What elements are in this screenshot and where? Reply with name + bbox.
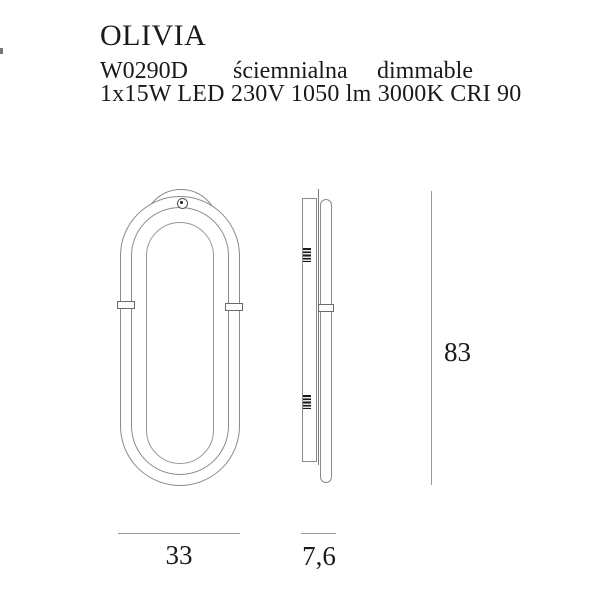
technical-specs: 1x15W LED 230V 1050 lm 3000K CRI 90 — [100, 81, 522, 107]
page-edge-artifact — [0, 48, 3, 54]
wall-plate-profile — [302, 198, 317, 462]
tube-side-profile — [320, 199, 332, 483]
depth-dimension-line — [301, 533, 336, 534]
height-dimension-value: 83 — [444, 337, 471, 367]
depth-dimension-value: 7,6 — [302, 541, 336, 571]
screw-icon — [177, 198, 188, 209]
mounting-clip-upper — [303, 248, 311, 262]
screw-center-dot — [180, 201, 183, 204]
product-code: W0290D — [100, 58, 188, 84]
product-title: OLIVIA — [100, 19, 207, 52]
ring-innermost-outline — [146, 222, 214, 464]
tube-connector-left — [117, 301, 135, 309]
mounting-clip-lower — [303, 395, 311, 409]
height-dimension-line — [431, 191, 432, 485]
dimmable-label-pl: ściemnialna — [233, 58, 348, 84]
dimmable-label-en: dimmable — [377, 58, 473, 84]
width-dimension-value: 33 — [165, 540, 193, 570]
width-dimension-line — [118, 533, 240, 534]
tube-connector-side — [318, 304, 334, 312]
tube-connector-right — [225, 303, 243, 311]
